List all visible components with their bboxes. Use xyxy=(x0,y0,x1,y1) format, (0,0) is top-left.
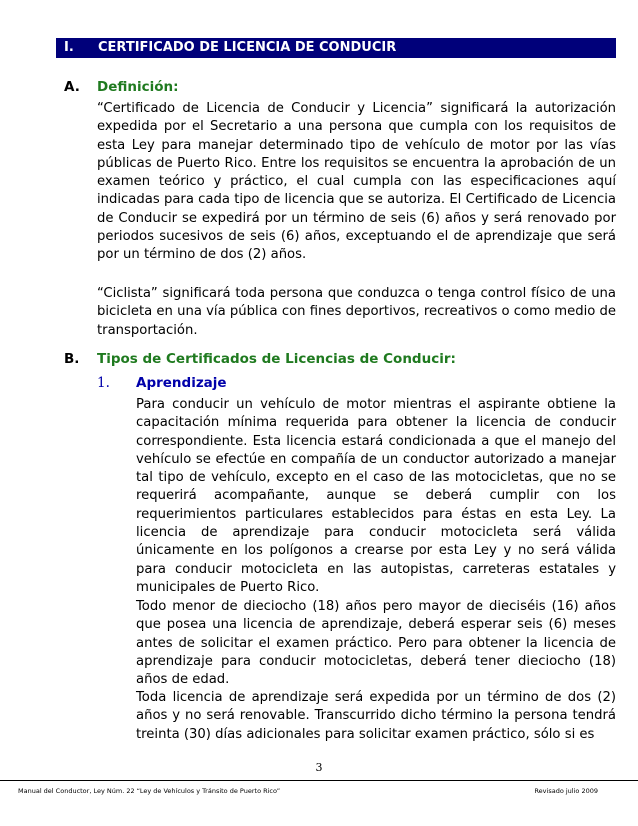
section-a-letter: A. xyxy=(64,79,80,95)
learner-paragraph-1: Para conducir un vehículo de motor mientras el aspirante obtiene la capacitación mínima requerida para obtener la licencia de conducir correspondiente. Esta licencia estará condicionada a que el manejo del vehículo se efectúe en compañía de un conductor autorizado a manejar tal tipo de vehículo, excepto en el caso de las motocicletas, que no se requerirá acompañante, aunque se deberá cumplir con los requerimientos particulares establecidos para éstas en esta Ley. La licencia de aprendizaje para conducir motocicleta será válida únicamente en los polígonos a crearse por esta Ley y no será válida para conducir motocicleta en las autopistas, carreteras estatales y municipales de Puerto Rico. xyxy=(136,397,616,595)
page-number: 3 xyxy=(315,761,323,774)
section-b-letter: B. xyxy=(64,351,80,367)
footer-divider xyxy=(0,780,638,781)
footer-revision-date: Revisado julio 2009 xyxy=(534,787,598,795)
definition-paragraph-license: “Certificado de Licencia de Conducir y Licencia” significará la autorización expedida por el Secretario a una persona que cumpla con los requisitos de esta Ley para manejar determinado tipo de vehículo de motor por las vías públicas de Puerto Rico. Entre los requisitos se encuentra la aprobación de un examen teórico y práctico, el cual cumpla con las especificaciones aquí indicadas para cada tipo de licencia que se autoriza. El Certificado de Licencia de Conducir se expedirá por un término de seis (6) años y será renovado por periodos sucesivos de seis (6) años, exceptuando el de aprendizaje que será por un término de dos (2) años. xyxy=(97,101,616,263)
item-1-title: Aprendizaje xyxy=(136,375,227,391)
learner-paragraph-2: Todo menor de dieciocho (18) años pero mayor de dieciséis (16) años que posea una licencia de aprendizaje, deberá esperar seis (6) meses antes de solicitar el examen práctico. Pero para obtener la licencia de aprendizaje para conducir motocicletas, deberá tener dieciocho (18) años de edad. xyxy=(136,599,616,688)
section-b-title: Tipos de Certificados de Licencias de Conducir: xyxy=(97,351,456,367)
chapter-title: CERTIFICADO DE LICENCIA DE CONDUCIR xyxy=(98,40,397,55)
chapter-number: I. xyxy=(64,40,74,55)
section-a-title: Definición: xyxy=(97,79,179,95)
learner-paragraph-3: Toda licencia de aprendizaje será expedida por un término de dos (2) años y no será renovable. Transcurrido dicho término la persona tendrá treinta (30) días adicionales para solicitar examen práctico, sólo si es xyxy=(136,690,616,742)
footer-manual-title: Manual del Conductor, Ley Núm. 22 “Ley de Vehículos y Tránsito de Puerto Rico” xyxy=(18,787,281,795)
item-1-number: 1. xyxy=(97,375,110,391)
chapter-heading-bar xyxy=(56,38,616,58)
definition-paragraph-cyclist: “Ciclista” significará toda persona que conduzca o tenga control físico de una bicicleta en una vía pública con fines deportivos, recreativos o como medio de transportación. xyxy=(97,286,616,338)
